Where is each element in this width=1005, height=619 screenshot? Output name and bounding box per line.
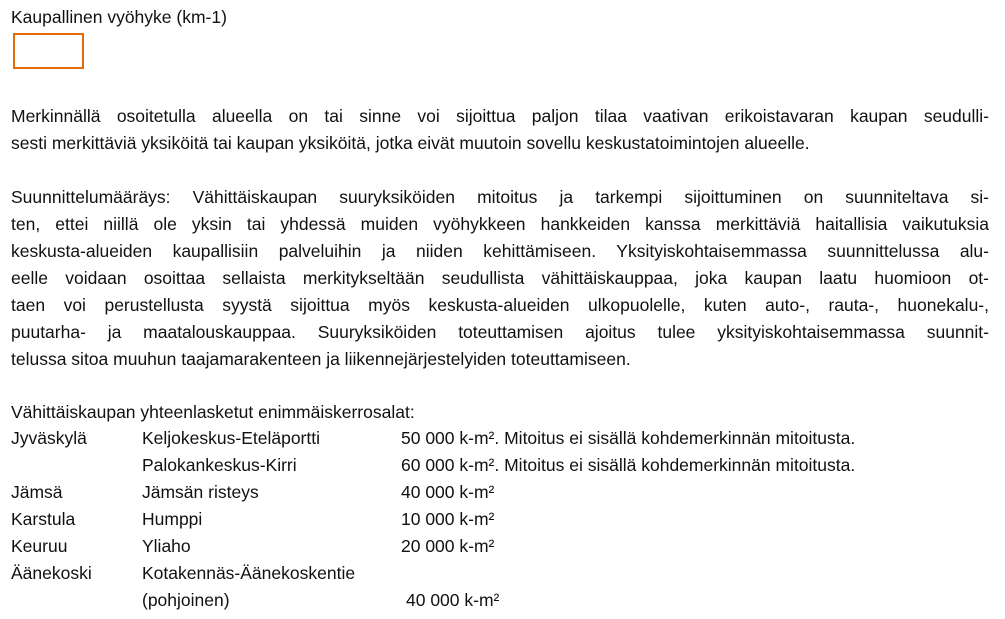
area-note: . Mitoitus ei sisällä kohdemerkinnän mitoitusta.: [494, 455, 856, 475]
planning-regulation-paragraph: [11, 184, 989, 373]
table-row: [11, 506, 991, 533]
area-value: 20 000 k-m²: [401, 536, 495, 556]
table-row: [11, 587, 991, 614]
municipality-cell: Karstula: [11, 509, 76, 529]
area-cell: [401, 479, 494, 506]
paragraph-line: taen voi perustellusta syystä sijoittua myös keskusta-alueiden ulkopuolelle, kuten auto-, rauta-, huonekalu-,: [11, 295, 989, 315]
site-cell: Palokankeskus-Kirri: [142, 455, 297, 475]
zone-heading: Kaupallinen vyöhyke (km-1): [11, 7, 227, 27]
site-cell: Humppi: [142, 509, 203, 529]
area-value: 50 000 k-m²: [401, 428, 495, 448]
table-row: [11, 479, 991, 506]
site-cell: Yliaho: [142, 536, 191, 556]
paragraph-line: Suunnittelumääräys: Vähittäiskaupan suuryksiköiden mitoitus ja tarkempi sijoittuminen on suunniteltava si-: [11, 187, 989, 207]
site-cell: (pohjoinen): [142, 590, 230, 610]
legend-symbol-box: [13, 33, 84, 69]
table-row: [11, 425, 991, 452]
area-cell: [401, 425, 855, 452]
site-cell: Jämsän risteys: [142, 482, 259, 502]
municipality-cell: Keuruu: [11, 536, 68, 556]
area-value: 40 000 k-m²: [406, 590, 500, 610]
paragraph-line: sesti merkittäviä yksiköitä tai kaupan yksiköitä, jotka eivät muutoin sovellu keskustatoimintojen alueelle.: [11, 133, 810, 153]
totals-title: Vähittäiskaupan yhteenlasketut enimmäiskerrosalat:: [11, 402, 415, 422]
totals-table: [11, 425, 991, 614]
paragraph-line: eelle voidaan osoittaa sellaista merkitykseltään seudullista vähittäiskauppaa, joka kaupan laatu huomioon ot-: [11, 268, 989, 288]
area-cell: [401, 452, 855, 479]
municipality-cell: Äänekoski: [11, 563, 92, 583]
paragraph-line: ten, ettei niillä ole yksin tai yhdessä muiden vyöhykkeen hankkeiden kanssa merkittäviä haitallisia vaikutuksia: [11, 214, 989, 234]
municipality-cell: Jämsä: [11, 482, 63, 502]
paragraph-line: keskusta-alueiden kaupallisiin palveluihin ja niiden kehittämiseen. Yksityiskohtaisemmassa suunnittelussa alu-: [11, 241, 989, 261]
site-cell: Kotakennäs-Äänekoskentie: [142, 563, 356, 583]
table-row: [11, 560, 991, 587]
area-cell: [401, 506, 494, 533]
table-row: [11, 533, 991, 560]
area-value: 60 000 k-m²: [401, 455, 495, 475]
paragraph-line: telussa sitoa muuhun taajamarakenteen ja liikennejärjestelyiden toteuttamiseen.: [11, 349, 631, 369]
area-note: . Mitoitus ei sisällä kohdemerkinnän mitoitusta.: [494, 428, 856, 448]
area-value: 10 000 k-m²: [401, 509, 495, 529]
site-cell: Keljokeskus-Eteläportti: [142, 428, 320, 448]
area-cell: [406, 587, 499, 614]
paragraph-line: puutarha- ja maatalouskauppaa. Suuryksiköiden toteuttamisen ajoitus tulee yksityiskohtaisemmassa suunnit-: [11, 322, 989, 342]
municipality-cell: Jyväskylä: [11, 428, 87, 448]
table-row: [11, 452, 991, 479]
description-paragraph: [11, 103, 989, 157]
paragraph-line: Merkinnällä osoitetulla alueella on tai sinne voi sijoittua paljon tilaa vaativan erikoistavaran kaupan seudulli-: [11, 106, 989, 126]
area-cell: [401, 533, 494, 560]
area-value: 40 000 k-m²: [401, 482, 495, 502]
